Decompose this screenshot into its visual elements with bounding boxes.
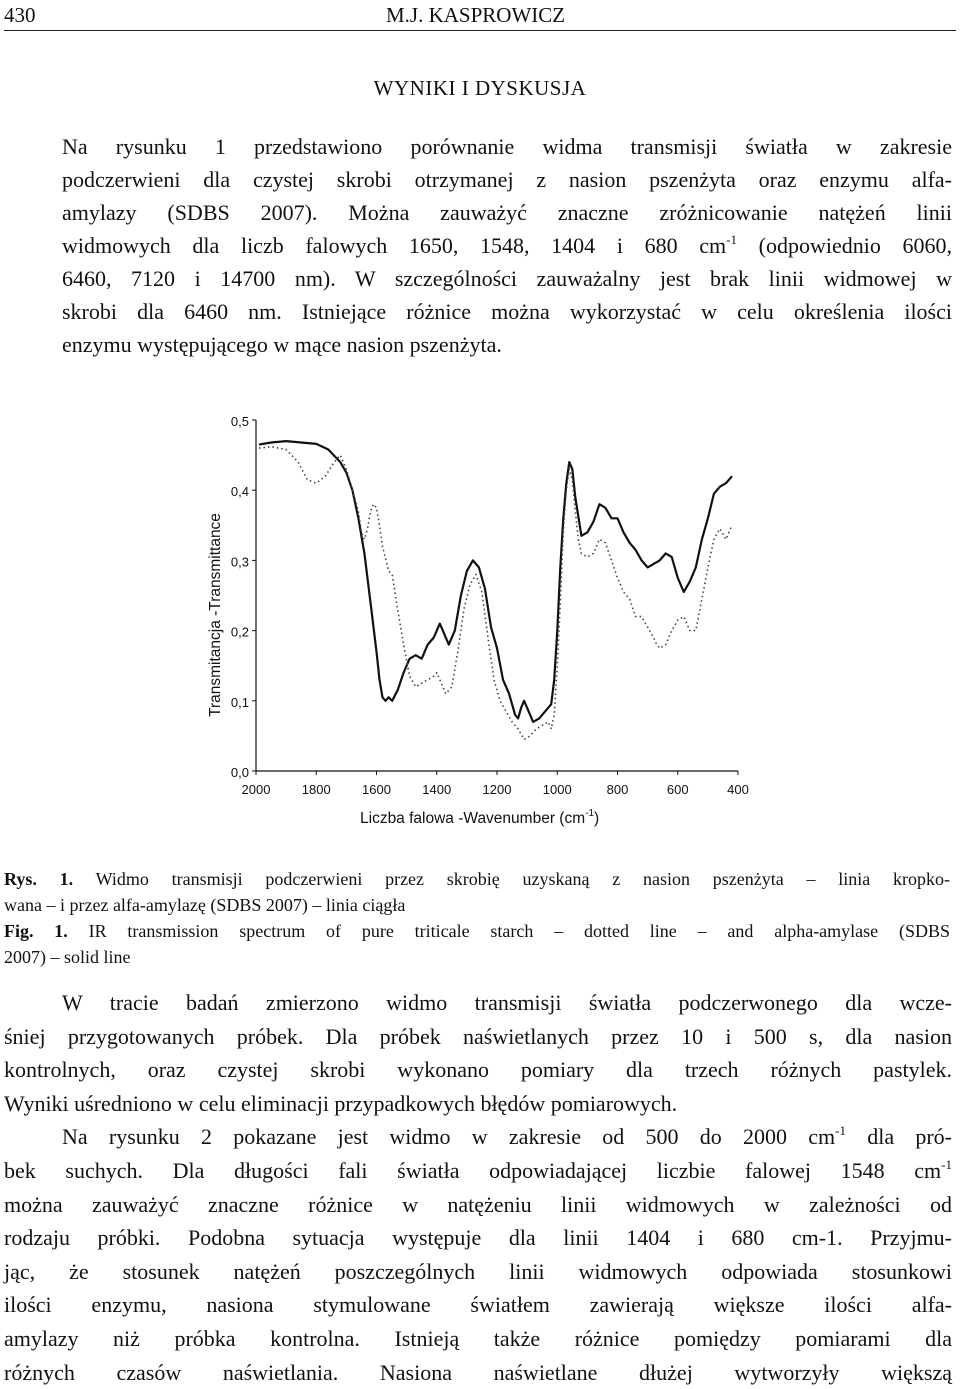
x-tick-label: 1800 xyxy=(301,782,331,797)
text-line: Na rysunku 1 przedstawiono porównanie widma transmisji światła w zakresie xyxy=(62,134,952,159)
series-lines xyxy=(259,441,732,739)
caption-label: Rys. 1. xyxy=(4,869,74,889)
text-line: amylazy niż próbka kontrolna. Istnieją także różnice pomiędzy pomiarami dla xyxy=(4,1325,952,1351)
caption-line xyxy=(4,866,950,892)
superscript: -1 xyxy=(835,1123,846,1139)
text-segment: widmowych dla liczb falowych 1650, 1548, 1404 i 680 cm xyxy=(62,233,727,258)
text-line: różnych czasów naświetlania. Nasiona naświetlane dłużej wytworzyły większą xyxy=(4,1359,952,1385)
paragraph-intro xyxy=(4,130,952,361)
caption-line xyxy=(4,918,950,944)
text-line xyxy=(4,229,952,262)
caption-line: wana – i przez alfa-amylazę (SDBS 2007) – linia ciągła xyxy=(4,895,406,915)
solid-series-line xyxy=(259,441,732,722)
x-axis-label-main: Liczba falowa -Wavenumber (cm xyxy=(360,810,586,827)
superscript: -1 xyxy=(726,232,737,247)
x-tick-label: 600 xyxy=(666,782,689,797)
text-line: 6460, 7120 i 14700 nm). W szczególności zauważalny jest brak linii widmowej w xyxy=(62,266,952,291)
text-line: amylazy (SDBS 2007). Można zauważyć znaczne zróżnicowanie natężeń linii xyxy=(62,200,952,225)
text-line: enzymu występującego w mące nasion pszenżyta. xyxy=(62,332,502,357)
figure-caption-english xyxy=(4,918,950,970)
text-line: śniej przygotowanych próbek. Dla próbek naświetlanych przez 10 i 500 s, dla nasion xyxy=(4,1023,952,1049)
caption-line: 2007) – solid line xyxy=(4,947,131,967)
y-tick-label: 0,0 xyxy=(230,765,249,780)
x-axis-label xyxy=(360,808,599,827)
x-tick-label: 1200 xyxy=(482,782,512,797)
text-line: W tracie badań zmierzono widmo transmisji światła podczerwonego dla wcze- xyxy=(62,990,952,1015)
x-axis-label-end: ) xyxy=(594,810,600,827)
text-line: podczerwieni dla czystej skrobi otrzymanej z nasion pszenżyta oraz enzymu alfa- xyxy=(62,167,952,192)
section-title: WYNIKI I DYSKUSJA xyxy=(373,76,587,100)
ir-spectrum-chart xyxy=(190,405,770,835)
text-line: kontrolnych, oraz czystej skrobi wykonano pomiary dla trzech różnych pastylek. xyxy=(4,1057,952,1083)
text-line: można zauważyć znaczne różnice w natężeniu linii widmowych w zależności od xyxy=(4,1191,952,1217)
text-line: skrobi dla 6460 nm. Istniejące różnice można wykorzystać w celu określenia ilości xyxy=(62,299,952,324)
caption-text: Widmo transmisji podczerwieni przez skrobię uzyskaną z nasion pszenżyta – linia kropko- xyxy=(95,869,950,889)
y-tick-label: 0,1 xyxy=(230,694,249,710)
superscript: -1 xyxy=(941,1156,952,1172)
text-line: jąc, że stosunek natężeń poszczególnych linii widmowych odpowiada stosunkowi xyxy=(4,1258,952,1284)
x-axis-label-sup: -1 xyxy=(585,808,595,819)
x-tick-label: 400 xyxy=(727,782,749,797)
figure-1 xyxy=(190,405,770,835)
text-segment: (odpowiednio 6060, xyxy=(736,233,952,258)
figure-caption-polish xyxy=(4,866,950,918)
text-line: ilości enzymu, nasiona stymulowane światłem zawierają większe ilości alfa- xyxy=(4,1292,952,1318)
caption-label: Fig. 1. xyxy=(4,921,68,941)
y-axis-label: Transmitancja -Transmittance xyxy=(207,513,224,717)
text-segment: bek suchych. Dla długości fali światła odpowiadającej liczbie falowej 1548 cm xyxy=(4,1157,942,1183)
axis-ticks xyxy=(231,414,749,797)
running-head xyxy=(4,0,956,31)
x-tick-label: 1400 xyxy=(422,782,452,797)
text-line: Wyniki uśredniono w celu eliminacji przypadkowych błędów pomiarowych. xyxy=(4,1090,678,1116)
y-tick-label: 0,4 xyxy=(230,484,249,500)
x-tick-label: 2000 xyxy=(241,782,271,797)
text-line xyxy=(4,1120,952,1154)
running-head-author: M.J. KASPROWICZ xyxy=(386,3,566,27)
x-tick-label: 800 xyxy=(606,782,629,797)
dotted-series-line xyxy=(259,447,732,740)
page-number: 430 xyxy=(4,3,36,27)
paragraph-results xyxy=(4,986,952,1389)
text-line xyxy=(4,1154,952,1188)
text-segment: dla pró- xyxy=(845,1124,953,1150)
x-tick-label: 1600 xyxy=(362,782,391,797)
y-tick-label: 0,2 xyxy=(230,624,249,640)
text-segment: Na rysunku 2 pokazane jest widmo w zakresie od 500 do 2000 cm xyxy=(62,1124,836,1150)
caption-text: IR transmission spectrum of pure triticale starch – dotted line – and alpha-amylase (SDBS xyxy=(88,921,950,941)
x-tick-label: 1000 xyxy=(542,782,572,797)
y-tick-label: 0,3 xyxy=(230,554,249,570)
text-line: rodzaju próbki. Podobna sytuacja występuje dla linii 1404 i 680 cm-1. Przyjmu- xyxy=(4,1225,952,1251)
y-tick-label: 0,5 xyxy=(230,414,249,429)
